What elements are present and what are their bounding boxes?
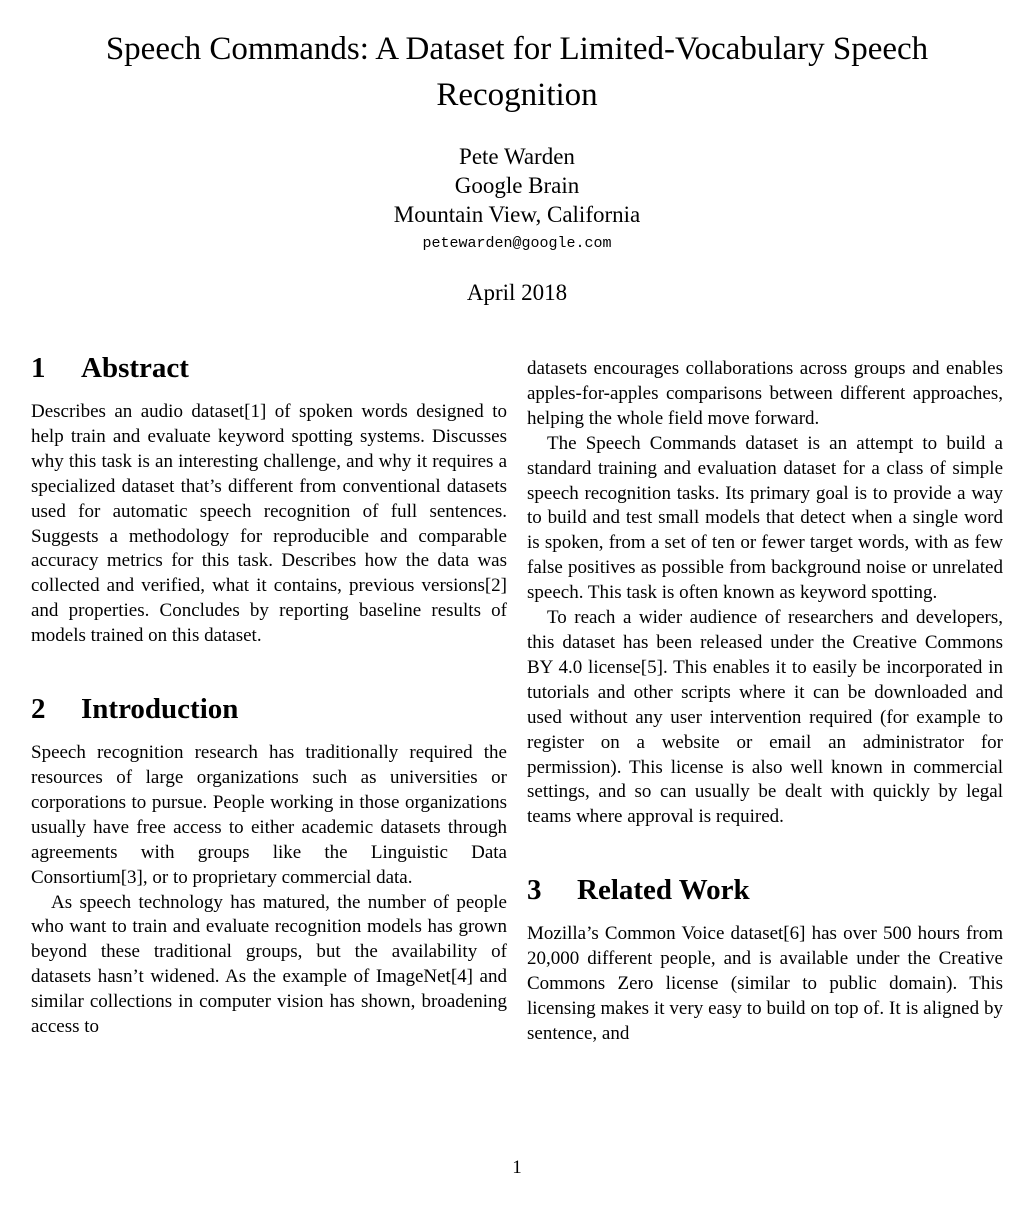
- intro-paragraph: The Speech Commands dataset is an attempt to build a standard training and evaluation dataset for a class of simple speech recognition tasks. Its primary goal is to provide a way to build and test small models that detect when a single word is spoken, from a set of ten or fewer target words, with as few false positives as possible from background noise or unrelated speech. This task is often known as keyword spotting.: [527, 432, 1003, 604]
- author-email: petewarden@google.com: [422, 235, 612, 252]
- author-location: Mountain View, California: [393, 202, 641, 227]
- author-affiliation: Google Brain: [454, 173, 580, 198]
- section-title: Abstract: [81, 352, 189, 384]
- section-title: Related Work: [577, 874, 750, 907]
- intro-paragraph: As speech technology has matured, the number of people who want to train and evaluate recognition models has grown beyond these traditional groups, but the availability of datasets hasn’t widened. As the example of ImageNet[4] and similar collections in computer vision has shown, broadening access to: [31, 891, 507, 1038]
- section-number: 2: [31, 693, 46, 726]
- section-title: Introduction: [81, 693, 239, 726]
- section-number: 3: [527, 874, 542, 907]
- left-column: [31, 350, 507, 1040]
- section-heading-abstract: [31, 350, 507, 386]
- paper-title: Speech Commands: A Dataset for Limited-Vocabulary Speech Recognition: [105, 31, 929, 113]
- intro-paragraph: Speech recognition research has traditionally required the resources of large organizations such as universities or corporations to pursue. People working in those organizations usually have free access to either academic datasets through agreements with groups like the Linguistic Data Consortium[3], or to proprietary commercial data.: [31, 742, 507, 888]
- intro-paragraph-continued: datasets encourages collaborations across groups and enables apples-for-apples comparisons between different approaches, helping the whole field move forward.: [527, 358, 1003, 429]
- paper-date: April 2018: [466, 280, 568, 305]
- page-number: 1: [512, 1157, 522, 1178]
- abstract-paragraph: Describes an audio dataset[1] of spoken words designed to help train and evaluate keyword spotting systems. Discusses why this task is an interesting challenge, and why it requires a specialized dataset that’s different from conventional datasets used for automatic speech recognition of full sentences. Suggests a methodology for reproducible and comparable accuracy metrics for this task. Describes how the data was collected and verified, what it contains, previous versions[2] and properties. Concludes by reporting baseline results of models trained on this dataset.: [31, 401, 507, 647]
- intro-paragraph: To reach a wider audience of researchers and developers, this dataset has been released under the Creative Commons BY 4.0 license[5]. This enables it to easily be incorporated in tutorials and other scripts where it can be downloaded and used without any user intervention required (for example to register on a website or email an administrator for permission). This license is also well known in commercial settings, and so can usually be dealt with quickly by legal teams where approval is required.: [527, 607, 1003, 828]
- section-heading-introduction: [31, 691, 507, 727]
- related-work-paragraph: Mozilla’s Common Voice dataset[6] has over 500 hours from 20,000 different people, and is available under the Creative Commons Zero license (similar to public domain). This licensing makes it very easy to build on top of. It is aligned by sentence, and: [527, 923, 1003, 1044]
- right-column: [527, 357, 1003, 1047]
- section-heading-related-work: [527, 872, 1003, 908]
- author-name: Pete Warden: [459, 144, 575, 169]
- author-block: [0, 142, 1034, 259]
- section-number: 1: [31, 352, 46, 384]
